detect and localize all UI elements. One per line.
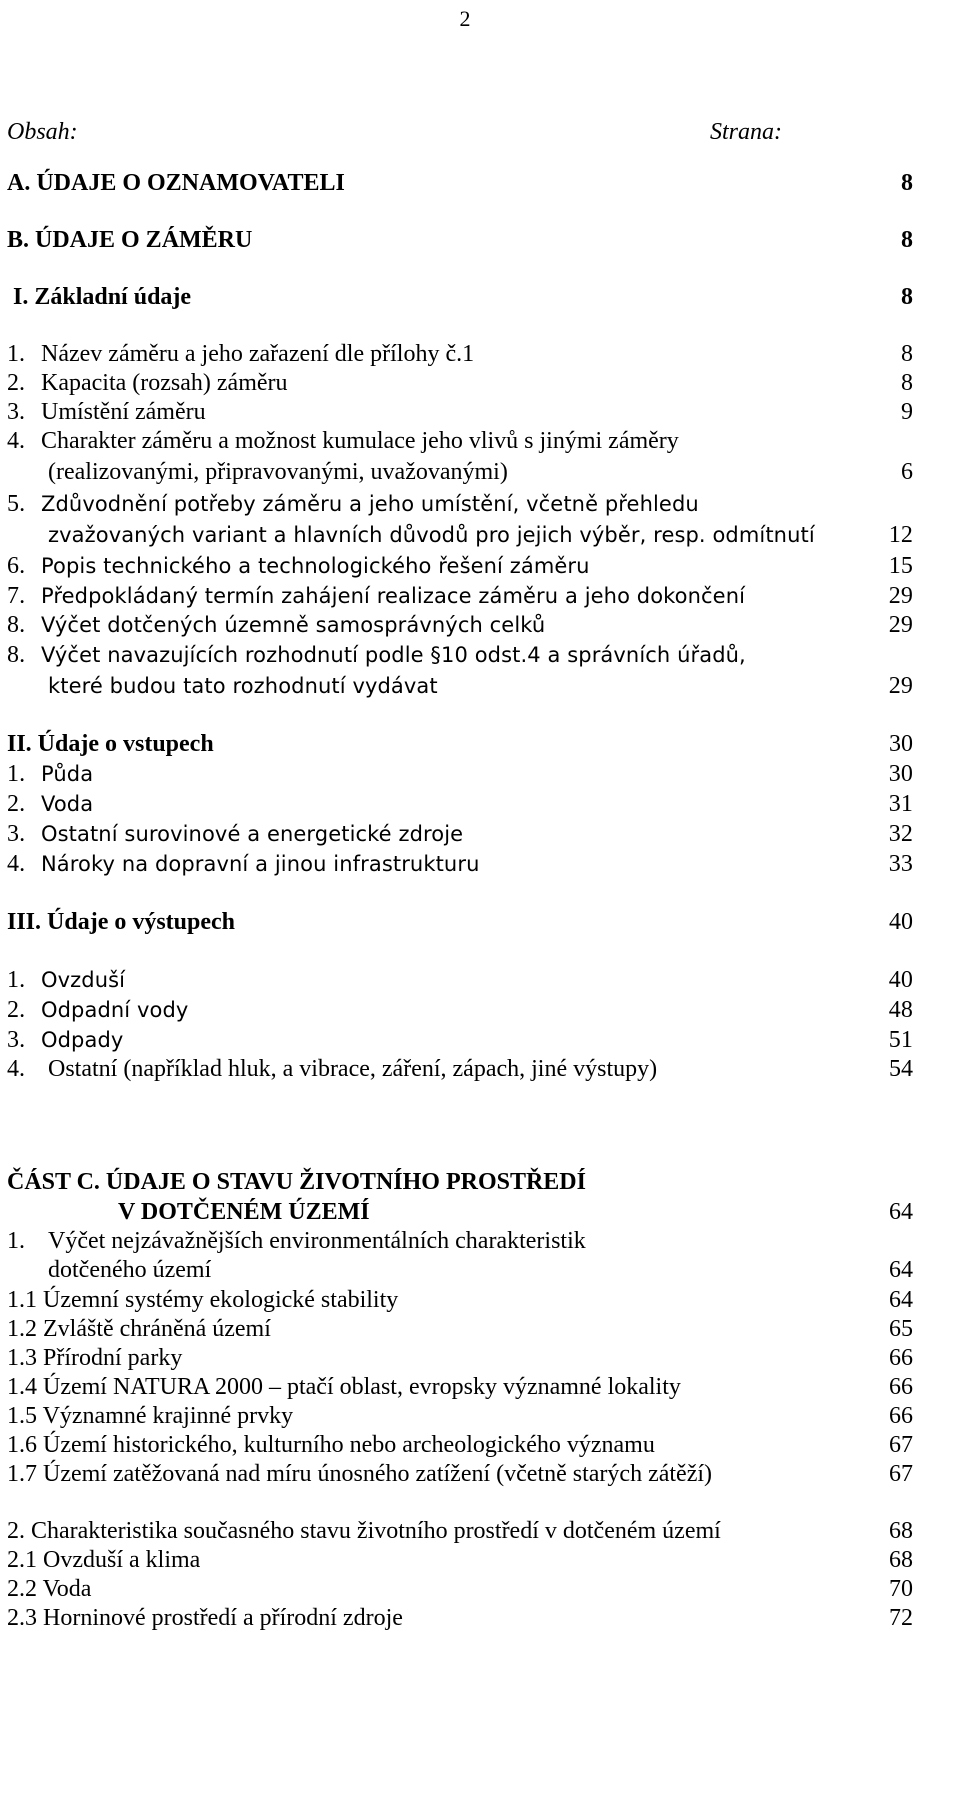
- toc-heading-page: Strana:: [710, 119, 782, 145]
- toc-heading-contents: Obsah:: [7, 119, 78, 145]
- page-number: 2: [459, 6, 471, 31]
